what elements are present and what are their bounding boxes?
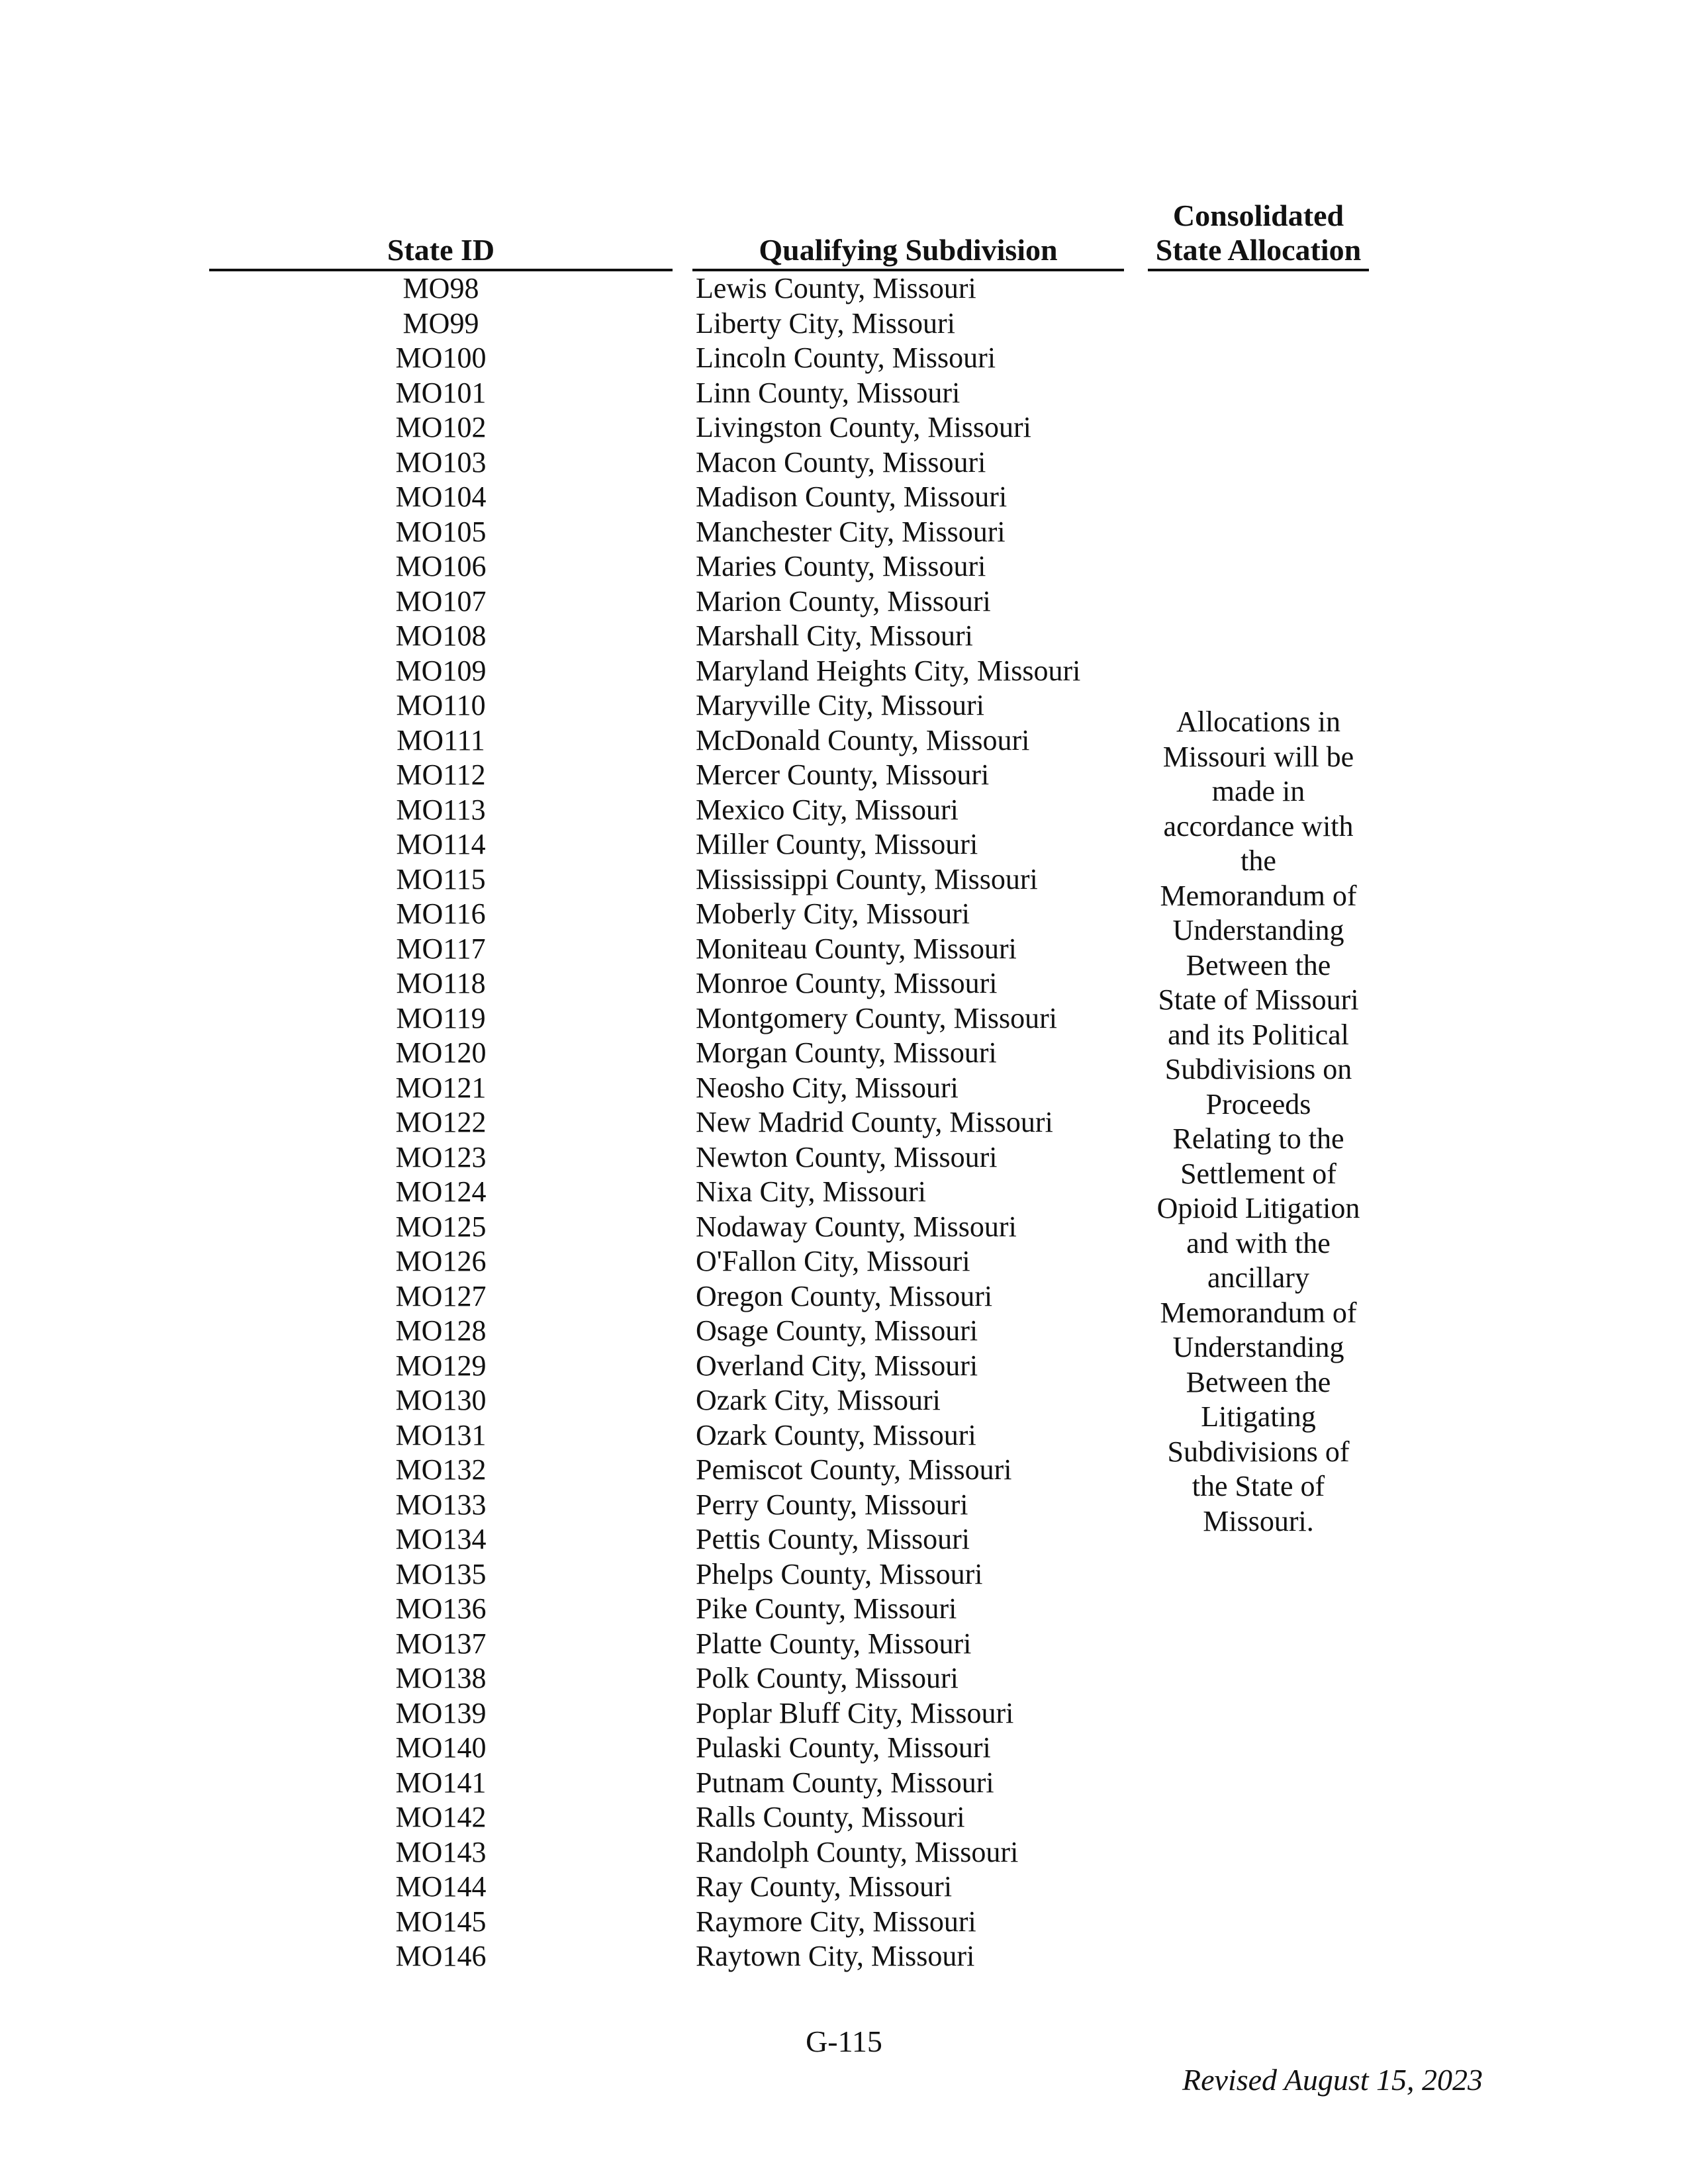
- table-row: [0, 1835, 1688, 1870]
- table-row: [0, 1244, 1688, 1279]
- subdivision-cell: Marshall City, Missouri: [696, 619, 973, 652]
- state-id-cell: MO126: [395, 1245, 487, 1277]
- state-id-cell: MO138: [395, 1662, 487, 1694]
- allocation-note-line: Understanding: [1172, 914, 1344, 946]
- state-id-cell: MO102: [395, 411, 487, 443]
- state-id-cell: MO139: [395, 1696, 487, 1729]
- subdivision-cell: Nixa City, Missouri: [696, 1175, 926, 1208]
- subdivision-cell: Madison County, Missouri: [696, 480, 1008, 513]
- subdivision-cell: Maryville City, Missouri: [696, 689, 984, 721]
- subdivision-cell: Pemiscot County, Missouri: [696, 1453, 1012, 1486]
- subdivision-cell: Lincoln County, Missouri: [696, 341, 996, 374]
- table-row: [0, 1661, 1688, 1696]
- state-id-cell: MO136: [395, 1592, 487, 1625]
- subdivision-cell: Overland City, Missouri: [696, 1349, 978, 1382]
- subdivision-cell: Manchester City, Missouri: [696, 515, 1006, 548]
- state-id-cell: MO125: [395, 1210, 487, 1243]
- table-row: [0, 1071, 1688, 1106]
- table-row: [0, 1627, 1688, 1662]
- subdivision-cell: Macon County, Missouri: [696, 445, 986, 478]
- state-id-cell: MO131: [395, 1418, 487, 1451]
- subdivision-cell: Linn County, Missouri: [696, 376, 961, 409]
- table-row: [0, 515, 1688, 550]
- subdivision-cell: Maries County, Missouri: [696, 550, 986, 582]
- table-row: [0, 1453, 1688, 1488]
- table-row: [0, 1522, 1688, 1557]
- state-id-cell: MO144: [395, 1870, 487, 1903]
- header-allocation-line-2: State Allocation: [1155, 233, 1362, 267]
- table-row: [0, 688, 1688, 723]
- state-id-cell: MO98: [402, 272, 479, 304]
- subdivision-cell: Moniteau County, Missouri: [696, 932, 1017, 965]
- subdivision-cell: O'Fallon City, Missouri: [696, 1245, 970, 1277]
- table-body: [0, 271, 1688, 1974]
- table-row: [0, 410, 1688, 445]
- allocation-note-line: and its Political: [1168, 1018, 1349, 1051]
- allocation-note-line: Settlement of: [1180, 1157, 1336, 1190]
- state-id-cell: MO100: [395, 341, 487, 374]
- state-id-cell: MO114: [396, 828, 486, 860]
- state-id-cell: MO112: [396, 758, 486, 791]
- state-id-cell: MO128: [395, 1314, 487, 1347]
- subdivision-cell: Livingston County, Missouri: [696, 411, 1031, 443]
- subdivision-cell: Mercer County, Missouri: [696, 758, 990, 791]
- allocation-note-line: made in: [1211, 775, 1305, 807]
- table-row: [0, 1210, 1688, 1245]
- table-row: [0, 271, 1688, 306]
- state-id-cell: MO119: [396, 1001, 486, 1034]
- subdivision-cell: Mexico City, Missouri: [696, 793, 959, 826]
- table-row: [0, 1592, 1688, 1627]
- table-row: [0, 584, 1688, 619]
- table-row: [0, 1105, 1688, 1140]
- subdivision-cell: Pulaski County, Missouri: [696, 1731, 991, 1764]
- allocation-note-line: Missouri will be: [1162, 740, 1354, 773]
- allocation-note-line: Memorandum of: [1160, 879, 1357, 912]
- state-id-cell: MO115: [396, 862, 486, 895]
- table-row: [0, 619, 1688, 654]
- state-id-cell: MO113: [396, 793, 486, 826]
- subdivision-cell: Platte County, Missouri: [696, 1627, 972, 1660]
- table-row: [0, 793, 1688, 828]
- state-id-cell: MO121: [395, 1071, 487, 1104]
- subdivision-cell: Lewis County, Missouri: [696, 272, 976, 304]
- subdivision-cell: New Madrid County, Missouri: [696, 1106, 1053, 1138]
- table-row: [0, 758, 1688, 793]
- allocation-note-line: and with the: [1186, 1226, 1331, 1259]
- table-row: [0, 1557, 1688, 1592]
- state-id-cell: MO105: [395, 515, 487, 548]
- state-id-cell: MO145: [395, 1905, 487, 1938]
- page-number: G-115: [806, 2025, 882, 2058]
- allocation-note-line: Missouri.: [1203, 1504, 1314, 1537]
- allocation-note: [1148, 705, 1369, 1539]
- subdivision-cell: Marion County, Missouri: [696, 584, 991, 617]
- table-row: [0, 1383, 1688, 1418]
- state-id-cell: MO117: [396, 932, 486, 965]
- subdivision-cell: Oregon County, Missouri: [696, 1279, 993, 1312]
- state-id-cell: MO143: [395, 1835, 487, 1868]
- subdivision-cell: McDonald County, Missouri: [696, 723, 1030, 756]
- state-id-cell: MO122: [395, 1106, 487, 1138]
- table-row: [0, 1314, 1688, 1349]
- subdivision-cell: Pettis County, Missouri: [696, 1523, 970, 1555]
- subdivision-cell: Moberly City, Missouri: [696, 897, 970, 930]
- state-id-cell: MO123: [395, 1140, 487, 1173]
- state-id-cell: MO127: [395, 1279, 487, 1312]
- table-row: [0, 827, 1688, 862]
- subdivision-cell: Maryland Heights City, Missouri: [696, 654, 1081, 687]
- state-id-cell: MO137: [395, 1627, 487, 1660]
- allocation-note-line: Understanding: [1172, 1331, 1344, 1363]
- subdivision-cell: Ozark County, Missouri: [696, 1418, 976, 1451]
- state-id-cell: MO130: [395, 1384, 487, 1416]
- state-id-cell: MO118: [396, 967, 486, 999]
- table-row: [0, 966, 1688, 1001]
- subdivision-cell: Osage County, Missouri: [696, 1314, 978, 1347]
- table-row: [0, 1140, 1688, 1175]
- table-row: [0, 376, 1688, 411]
- state-id-cell: MO104: [395, 480, 487, 513]
- subdivision-cell: Nodaway County, Missouri: [696, 1210, 1017, 1243]
- subdivision-cell: Pike County, Missouri: [696, 1592, 957, 1625]
- state-id-cell: MO120: [395, 1036, 487, 1069]
- header-allocation-line-1: Consolidated: [1172, 199, 1344, 232]
- state-id-cell: MO146: [395, 1940, 487, 1972]
- table-row: [0, 1696, 1688, 1731]
- state-id-cell: MO142: [395, 1801, 487, 1833]
- allocation-note-line: Allocations in: [1176, 705, 1341, 738]
- state-id-cell: MO99: [402, 306, 479, 340]
- table-row: [0, 1905, 1688, 1940]
- table-row: [0, 306, 1688, 341]
- subdivision-cell: Polk County, Missouri: [696, 1662, 959, 1694]
- state-id-cell: MO140: [395, 1731, 487, 1764]
- header-qualifying-subdivision: Qualifying Subdivision: [759, 233, 1058, 267]
- subdivision-cell: Newton County, Missouri: [696, 1140, 998, 1173]
- header-consolidated-state-allocation: [1148, 199, 1369, 267]
- allocation-note-line: the State of: [1192, 1470, 1325, 1502]
- table-row: [0, 1939, 1688, 1974]
- allocation-note-line: Litigating: [1201, 1400, 1316, 1433]
- state-id-cell: MO129: [395, 1349, 487, 1382]
- state-id-cell: MO109: [395, 654, 487, 687]
- table-row: [0, 1349, 1688, 1384]
- state-id-cell: MO106: [395, 550, 487, 582]
- subdivision-cell: Montgomery County, Missouri: [696, 1001, 1057, 1034]
- state-id-cell: MO132: [395, 1453, 487, 1486]
- subdivision-cell: Morgan County, Missouri: [696, 1036, 997, 1069]
- table-row: [0, 1418, 1688, 1453]
- subdivision-cell: Raymore City, Missouri: [696, 1905, 976, 1938]
- subdivision-cell: Randolph County, Missouri: [696, 1835, 1019, 1868]
- state-id-cell: MO124: [395, 1175, 487, 1208]
- subdivision-cell: Liberty City, Missouri: [696, 306, 955, 340]
- table-row: [0, 1001, 1688, 1036]
- allocation-note-line: Subdivisions of: [1167, 1435, 1350, 1468]
- subdivision-cell: Raytown City, Missouri: [696, 1940, 975, 1972]
- table-row: [0, 897, 1688, 932]
- state-id-cell: MO141: [395, 1766, 487, 1799]
- table-row: [0, 341, 1688, 376]
- table-row: [0, 1731, 1688, 1766]
- table-row: [0, 480, 1688, 515]
- table-row: [0, 862, 1688, 897]
- subdivision-cell: Poplar Bluff City, Missouri: [696, 1696, 1014, 1729]
- table-row: [0, 1036, 1688, 1071]
- allocation-note-line: the: [1241, 844, 1276, 877]
- state-id-cell: MO116: [396, 897, 486, 930]
- subdivision-cell: Phelps County, Missouri: [696, 1557, 983, 1590]
- table-row: [0, 1175, 1688, 1210]
- state-id-cell: MO101: [395, 376, 487, 409]
- table-row: [0, 1488, 1688, 1523]
- state-id-cell: MO135: [395, 1557, 487, 1590]
- allocation-note-line: Relating to the: [1172, 1122, 1344, 1155]
- subdivision-cell: Putnam County, Missouri: [696, 1766, 994, 1799]
- allocation-note-line: State of Missouri: [1158, 983, 1359, 1016]
- subdivision-cell: Mississippi County, Missouri: [696, 862, 1038, 895]
- header-state-id: State ID: [387, 233, 495, 267]
- state-id-cell: MO111: [397, 723, 485, 756]
- table-row: [0, 445, 1688, 480]
- table-row: [0, 723, 1688, 758]
- subdivision-cell: Miller County, Missouri: [696, 828, 978, 860]
- allocation-note-line: Subdivisions on: [1164, 1053, 1352, 1085]
- allocation-note-line: Opioid Litigation: [1156, 1192, 1360, 1224]
- subdivision-cell: Ray County, Missouri: [696, 1870, 953, 1903]
- state-id-cell: MO110: [396, 689, 486, 721]
- allocation-note-line: Proceeds: [1205, 1087, 1311, 1120]
- subdivision-cell: Monroe County, Missouri: [696, 967, 998, 999]
- state-id-cell: MO107: [395, 584, 487, 617]
- state-id-cell: MO103: [395, 445, 487, 478]
- table-row: [0, 932, 1688, 967]
- state-id-cell: MO134: [395, 1523, 487, 1555]
- subdivision-cell: Perry County, Missouri: [696, 1488, 968, 1521]
- allocation-note-line: Memorandum of: [1160, 1296, 1357, 1329]
- subdivision-cell: Neosho City, Missouri: [696, 1071, 959, 1104]
- state-id-cell: MO108: [395, 619, 487, 652]
- table-row: [0, 1870, 1688, 1905]
- revision-date: Revised August 15, 2023: [1182, 2063, 1483, 2097]
- state-id-cell: MO133: [395, 1488, 487, 1521]
- allocation-note-line: Between the: [1186, 1365, 1331, 1398]
- allocation-note-line: Between the: [1186, 948, 1331, 981]
- subdivision-cell: Ralls County, Missouri: [696, 1801, 965, 1833]
- subdivision-cell: Ozark City, Missouri: [696, 1384, 941, 1416]
- table-row: [0, 1800, 1688, 1835]
- table-row: [0, 549, 1688, 584]
- allocation-note-line: ancillary: [1207, 1261, 1309, 1294]
- table-row: [0, 654, 1688, 689]
- table-row: [0, 1766, 1688, 1801]
- allocation-note-line: accordance with: [1163, 809, 1354, 842]
- table-row: [0, 1279, 1688, 1314]
